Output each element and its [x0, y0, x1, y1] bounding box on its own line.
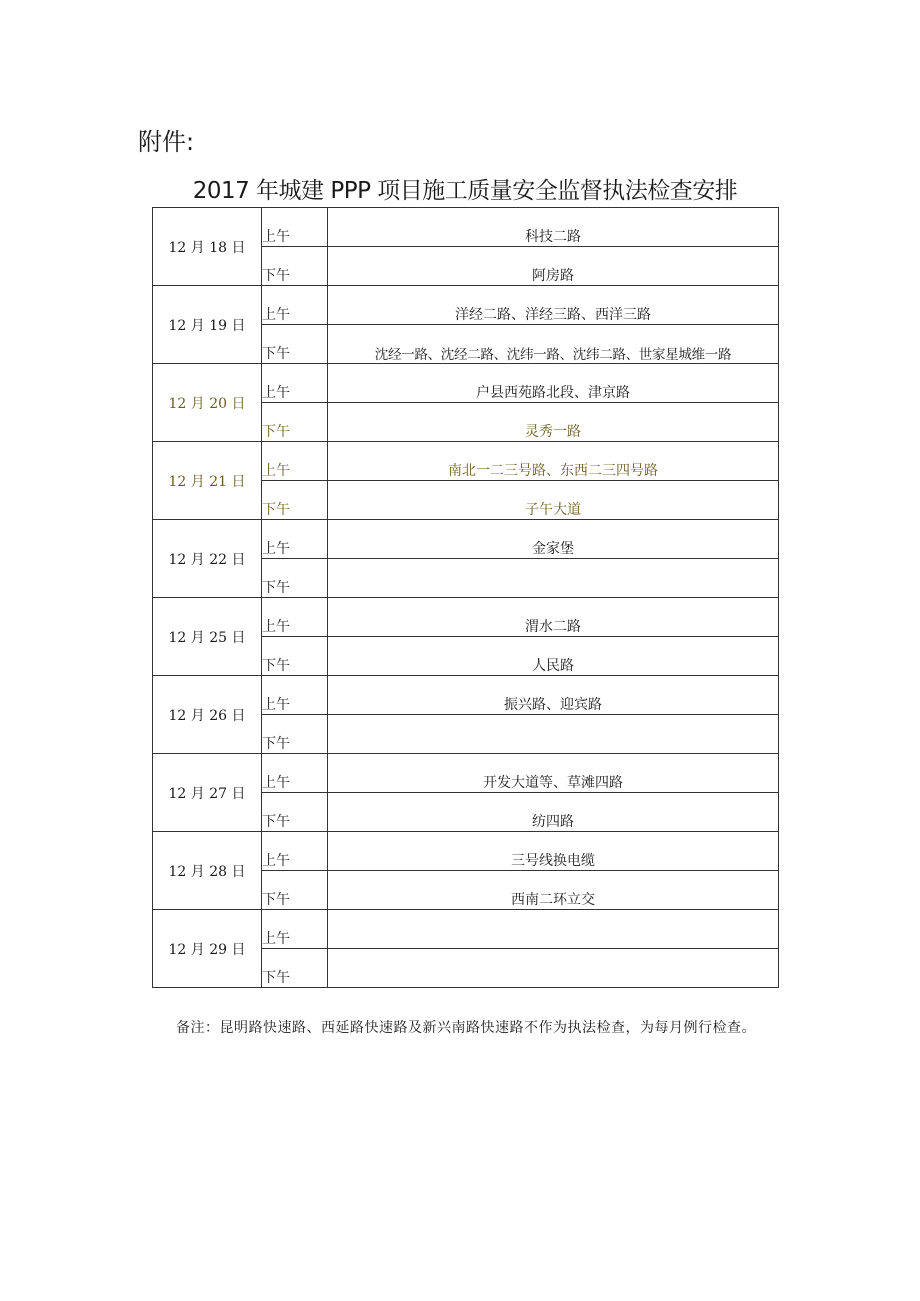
route-am: 洋经二路、洋经三路、西洋三路	[328, 286, 779, 325]
period-pm: 下午	[262, 325, 328, 364]
route-pm	[328, 949, 779, 988]
route-am: 南北一二三号路、东西二三四号路	[328, 442, 779, 481]
route-pm: 纺四路	[328, 793, 779, 832]
date-cell: 12 月 25 日	[153, 598, 262, 676]
period-pm: 下午	[262, 793, 328, 832]
period-am: 上午	[262, 676, 328, 715]
route-pm: 阿房路	[328, 247, 779, 286]
page-title: 2017 年城建 PPP 项目施工质量安全监督执法检查安排	[192, 178, 738, 204]
route-am: 三号线换电缆	[328, 832, 779, 871]
period-am: 上午	[262, 286, 328, 325]
route-pm: 子午大道	[328, 481, 779, 520]
period-am: 上午	[262, 364, 328, 403]
period-pm: 下午	[262, 637, 328, 676]
table-row	[153, 832, 779, 871]
schedule-table	[152, 207, 779, 988]
period-am: 上午	[262, 598, 328, 637]
date-cell: 12 月 19 日	[153, 286, 262, 364]
period-pm: 下午	[262, 481, 328, 520]
route-am: 振兴路、迎宾路	[328, 676, 779, 715]
table-row	[153, 910, 779, 949]
date-cell: 12 月 27 日	[153, 754, 262, 832]
table-row	[153, 754, 779, 793]
period-am: 上午	[262, 910, 328, 949]
footnote: 备注：昆明路快速路、西延路快速路及新兴南路快速路不作为执法检查，为每月例行检查。	[176, 1020, 756, 1036]
date-cell: 12 月 20 日	[153, 364, 262, 442]
route-am: 开发大道等、草滩四路	[328, 754, 779, 793]
route-pm	[328, 559, 779, 598]
period-pm: 下午	[262, 247, 328, 286]
date-cell: 12 月 18 日	[153, 208, 262, 286]
table-row	[153, 598, 779, 637]
date-cell: 12 月 29 日	[153, 910, 262, 988]
route-pm: 西南二环立交	[328, 871, 779, 910]
date-cell: 12 月 21 日	[153, 442, 262, 520]
period-am: 上午	[262, 520, 328, 559]
table-row	[153, 208, 779, 247]
period-pm: 下午	[262, 949, 328, 988]
date-cell: 12 月 28 日	[153, 832, 262, 910]
route-am	[328, 910, 779, 949]
table-row	[153, 286, 779, 325]
period-pm: 下午	[262, 715, 328, 754]
period-am: 上午	[262, 754, 328, 793]
period-am: 上午	[262, 832, 328, 871]
period-pm: 下午	[262, 871, 328, 910]
table-row	[153, 520, 779, 559]
table-row	[153, 442, 779, 481]
period-pm: 下午	[262, 559, 328, 598]
route-pm: 人民路	[328, 637, 779, 676]
route-am: 金家堡	[328, 520, 779, 559]
route-pm: 沈经一路、沈经二路、沈纬一路、沈纬二路、世家星城维一路	[328, 325, 779, 364]
route-pm: 灵秀一路	[328, 403, 779, 442]
period-am: 上午	[262, 208, 328, 247]
route-pm	[328, 715, 779, 754]
table-row	[153, 364, 779, 403]
date-cell: 12 月 26 日	[153, 676, 262, 754]
table-row	[153, 676, 779, 715]
attachment-label: 附件:	[138, 128, 195, 156]
date-cell: 12 月 22 日	[153, 520, 262, 598]
period-pm: 下午	[262, 403, 328, 442]
period-am: 上午	[262, 442, 328, 481]
route-am: 渭水二路	[328, 598, 779, 637]
route-am: 科技二路	[328, 208, 779, 247]
route-am: 户县西苑路北段、津京路	[328, 364, 779, 403]
